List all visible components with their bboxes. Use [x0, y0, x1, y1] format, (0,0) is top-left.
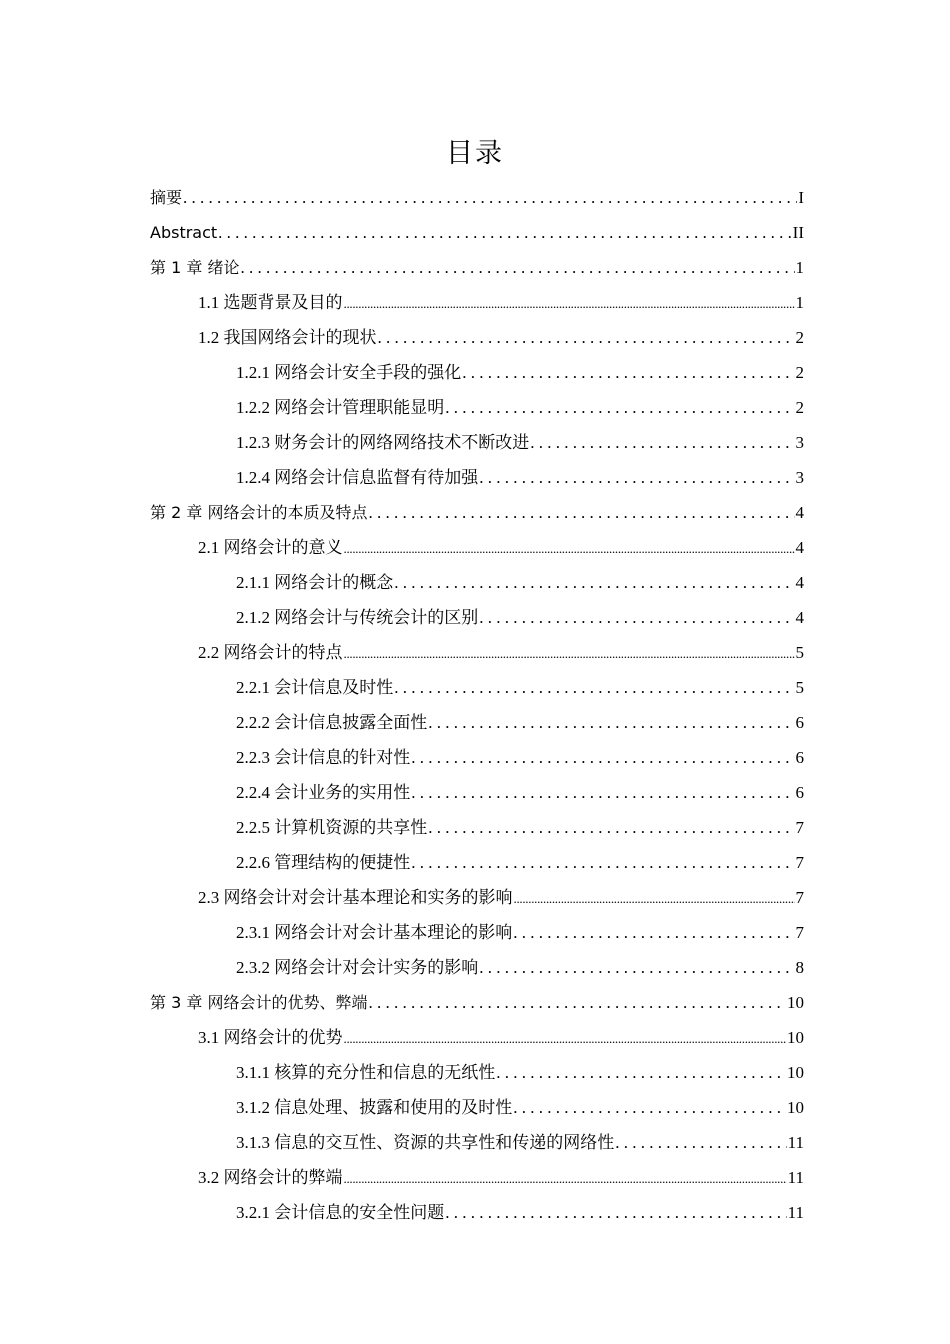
toc-entry-title: 3.2 网络会计的弊端 [198, 1168, 343, 1187]
toc-entry-title: 2.3.1 网络会计对会计基本理论的影响 [236, 923, 513, 942]
toc-entry[interactable] [150, 915, 804, 950]
toc-page-number: 7 [795, 888, 804, 907]
toc-entry[interactable] [150, 740, 804, 775]
toc-entry-title: 1.1 选题背景及目的 [198, 293, 343, 312]
toc-entry[interactable] [150, 355, 804, 390]
toc-page-number: 5 [795, 678, 804, 697]
toc-dot-leader [344, 1020, 787, 1056]
toc-entry[interactable] [150, 985, 804, 1020]
toc-page-number: I [798, 188, 804, 207]
toc-dot-leader [513, 1090, 786, 1125]
toc-page-number: 1 [795, 293, 804, 312]
toc-page-number: 3 [795, 433, 804, 452]
toc-dot-leader [496, 1055, 786, 1090]
toc-page-number: 7 [795, 853, 804, 872]
toc-page-number: 2 [795, 398, 804, 417]
toc-entry-title: 1.2.4 网络会计信息监督有待加强 [236, 468, 479, 487]
toc-entry-title: 2.2.6 管理结构的便捷性 [236, 853, 411, 872]
toc-entry[interactable] [150, 810, 804, 845]
toc-entry-title: 1.2.1 网络会计安全手段的强化 [236, 363, 462, 382]
toc-entry-title: 摘要 [150, 188, 183, 207]
toc-entry[interactable] [150, 215, 804, 250]
toc-page-number: 4 [795, 538, 804, 557]
toc-entry-title: 2.2 网络会计的特点 [198, 643, 343, 662]
toc-dot-leader [479, 950, 794, 985]
toc-dot-leader [411, 845, 794, 880]
toc-page-number: 10 [787, 993, 804, 1012]
toc-page-number: 8 [795, 958, 804, 977]
toc-entry[interactable] [150, 1090, 804, 1125]
toc-entry[interactable] [150, 495, 804, 530]
toc-page-number: 6 [795, 783, 804, 802]
toc-entry-title: 第 3 章 网络会计的优势、弊端 [150, 993, 368, 1012]
toc-entry-title: 第 1 章 绪论 [150, 258, 240, 277]
toc-page-number: 4 [795, 573, 804, 592]
toc-entry-title: 2.2.5 计算机资源的共享性 [236, 818, 428, 837]
toc-entry-title: 3.1 网络会计的优势 [198, 1028, 343, 1047]
toc-page-number: 2 [795, 363, 804, 382]
toc-entry[interactable] [150, 1125, 804, 1160]
toc-page-number: II [792, 223, 804, 242]
toc-dot-leader [183, 180, 797, 215]
toc-dot-leader [240, 250, 794, 285]
toc-entry[interactable] [150, 670, 804, 705]
toc-page-number: 4 [795, 608, 804, 627]
toc-entry-title: 3.1.3 信息的交互性、资源的共享性和传递的网络性 [236, 1133, 615, 1152]
toc-entry-title: 1.2.2 网络会计管理职能显明 [236, 398, 445, 417]
toc-dot-leader [344, 530, 795, 566]
toc-page-number: 10 [787, 1063, 804, 1082]
toc-entry[interactable] [150, 425, 804, 460]
toc-dot-leader [394, 565, 794, 600]
toc-entry[interactable] [150, 180, 804, 215]
toc-entry[interactable] [150, 775, 804, 810]
toc-dot-leader [514, 880, 795, 916]
toc-entry[interactable] [150, 250, 804, 285]
toc-entry-title: 2.3.2 网络会计对会计实务的影响 [236, 958, 479, 977]
toc-dot-leader [344, 285, 795, 321]
toc-dot-leader [530, 425, 794, 460]
toc-entry[interactable] [150, 530, 804, 565]
toc-entry[interactable] [150, 1195, 804, 1230]
toc-entry-title: 2.2.1 会计信息及时性 [236, 678, 394, 697]
toc-entry-title: 第 2 章 网络会计的本质及特点 [150, 503, 368, 522]
toc-dot-leader [368, 495, 794, 530]
toc-page-number: 11 [787, 1203, 804, 1222]
toc-dot-leader [462, 355, 794, 390]
toc-title: 目录 [446, 138, 504, 169]
toc-entry[interactable] [150, 460, 804, 495]
toc-page-number: 4 [795, 503, 804, 522]
toc-entry[interactable] [150, 1055, 804, 1090]
toc-entry-title: 3.1.2 信息处理、披露和使用的及时性 [236, 1098, 513, 1117]
toc-page-number: 10 [787, 1028, 804, 1047]
toc-page-number: 10 [787, 1098, 804, 1117]
toc-entry[interactable] [150, 950, 804, 985]
toc-dot-leader [428, 810, 794, 845]
toc-dot-leader [218, 215, 792, 250]
toc-page-number: 6 [795, 748, 804, 767]
toc-page-number: 3 [795, 468, 804, 487]
toc-entry[interactable] [150, 320, 804, 355]
toc-page-number: 5 [795, 643, 804, 662]
toc-entry[interactable] [150, 390, 804, 425]
toc-entry[interactable] [150, 565, 804, 600]
toc-entry[interactable] [150, 1160, 804, 1195]
toc-entry-title: 2.2.4 会计业务的实用性 [236, 783, 411, 802]
toc-dot-leader [411, 775, 794, 810]
toc-page-number: 6 [795, 713, 804, 732]
toc-entry[interactable] [150, 600, 804, 635]
toc-dot-leader [479, 600, 794, 635]
toc-dot-leader [615, 1125, 786, 1160]
toc-dot-leader [428, 705, 794, 740]
toc-entry-title: Abstract [150, 223, 218, 242]
toc-page-number: 7 [795, 818, 804, 837]
toc-entry-title: 2.2.3 会计信息的针对性 [236, 748, 411, 767]
toc-entry-title: 3.2.1 会计信息的安全性问题 [236, 1203, 445, 1222]
toc-page-number: 11 [787, 1168, 804, 1187]
toc-entry[interactable] [150, 285, 804, 320]
toc-dot-leader [394, 670, 794, 705]
toc-page-number: 1 [795, 258, 804, 277]
toc-dot-leader [378, 320, 795, 355]
toc-entry-title: 1.2.3 财务会计的网络网络技术不断改进 [236, 433, 530, 452]
toc-entry-title: 1.2 我国网络会计的现状 [198, 328, 377, 347]
toc-entry[interactable] [150, 635, 804, 670]
toc-entry-title: 2.3 网络会计对会计基本理论和实务的影响 [198, 888, 513, 907]
toc-dot-leader [445, 1195, 786, 1230]
table-of-contents [150, 180, 804, 1230]
toc-entry-title: 2.1.1 网络会计的概念 [236, 573, 394, 592]
toc-entry[interactable] [150, 705, 804, 740]
toc-dot-leader [344, 1160, 787, 1196]
toc-entry-title: 3.1.1 核算的充分性和信息的无纸性 [236, 1063, 496, 1082]
toc-page-number: 2 [795, 328, 804, 347]
toc-dot-leader [445, 390, 794, 425]
toc-dot-leader [479, 460, 794, 495]
toc-dot-leader [344, 635, 795, 671]
toc-dot-leader [411, 740, 794, 775]
toc-entry[interactable] [150, 845, 804, 880]
toc-entry[interactable] [150, 880, 804, 915]
toc-page-number: 7 [795, 923, 804, 942]
toc-entry[interactable] [150, 1020, 804, 1055]
toc-entry-title: 2.1.2 网络会计与传统会计的区别 [236, 608, 479, 627]
toc-dot-leader [368, 985, 786, 1020]
toc-entry-title: 2.1 网络会计的意义 [198, 538, 343, 557]
toc-page-number: 11 [787, 1133, 804, 1152]
toc-entry-title: 2.2.2 会计信息披露全面性 [236, 713, 428, 732]
toc-dot-leader [513, 915, 794, 950]
